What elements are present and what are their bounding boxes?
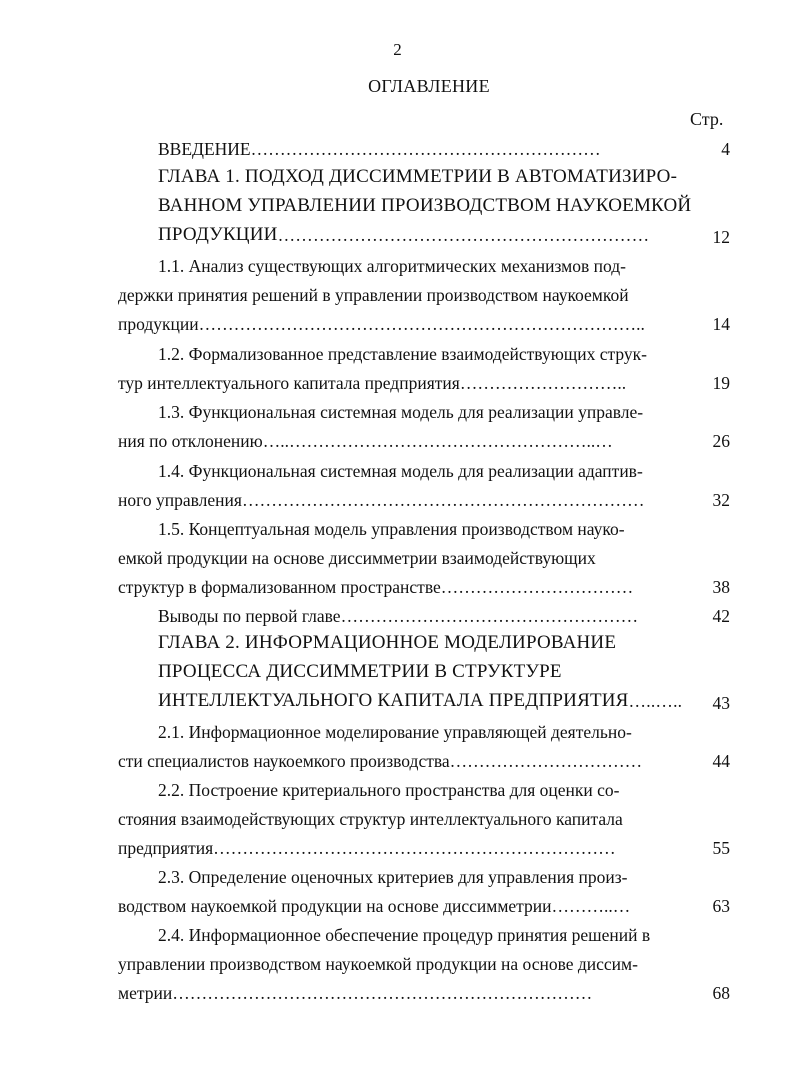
- toc-entry-2-4-line-1[interactable]: 2.4. Информационное обеспечение процедур принятия решений в: [158, 925, 651, 945]
- toc-entry-page: 68: [712, 983, 730, 1003]
- toc-entry-line: водством наукоемкой продукции на основе диссимметрии: [118, 896, 552, 916]
- toc-entry-1-5-line-1[interactable]: 1.5. Концептуальная модель управления производством науко-: [158, 519, 625, 539]
- toc-entry-1-1-line-1[interactable]: 1.1. Анализ существующих алгоритмических механизмов под-: [158, 256, 626, 276]
- toc-entry-line: ния по отклонению: [118, 431, 263, 451]
- dot-leader: …..…..: [628, 691, 683, 711]
- dot-leader: ……………………………………………………………: [241, 490, 645, 510]
- toc-entry-2-4-line-3[interactable]: [118, 982, 662, 1004]
- toc-entry-line: ВВЕДЕНИЕ: [158, 139, 251, 159]
- toc-entry-2-4-line-2[interactable]: управлении производством наукоемкой продукции на основе диссим-: [118, 954, 638, 974]
- toc-entry-page: 19: [712, 373, 730, 393]
- toc-entry-1-1-line-2[interactable]: держки принятия решений в управлении производством наукоемкой: [118, 285, 629, 305]
- toc-entry-page: 63: [712, 896, 730, 916]
- toc-entry-page: 14: [712, 314, 730, 334]
- toc-entry-page: 42: [712, 606, 730, 626]
- dot-leader: ………………………………………………………………: [172, 983, 593, 1003]
- toc-entry-line: продукции: [118, 314, 199, 334]
- dot-leader: ………………………..: [459, 373, 627, 393]
- toc-entry-chapter-2-line-1[interactable]: ГЛАВА 2. ИНФОРМАЦИОННОЕ МОДЕЛИРОВАНИЕ: [158, 632, 617, 653]
- toc-entry-line: ПРОДУКЦИИ: [158, 224, 278, 245]
- dot-leader: ……………………………: [440, 577, 634, 597]
- toc-entry-chapter-1-line-3[interactable]: [158, 224, 678, 246]
- dot-leader: ……………………………………………………………: [213, 838, 616, 858]
- toc-entry-page: 4: [721, 139, 730, 159]
- toc-entry-2-3-line-2[interactable]: [118, 895, 632, 917]
- dot-leader: ……………………………………………: [340, 606, 639, 626]
- toc-title: ОГЛАВЛЕНИЕ: [368, 76, 490, 96]
- toc-entry-1-2-line-1[interactable]: 1.2. Формализованное представление взаимодействующих струк-: [158, 344, 647, 364]
- toc-entry-page: 26: [712, 431, 730, 451]
- toc-entry-1-4-line-1[interactable]: 1.4. Функциональная системная модель для реализации адаптив-: [158, 461, 643, 481]
- toc-entry-1-4-line-2[interactable]: [118, 489, 662, 511]
- toc-entry-line: ИНТЕЛЛЕКТУАЛЬНОГО КАПИТАЛА ПРЕДПРИЯТИЯ: [158, 690, 629, 711]
- toc-entry-page: 43: [712, 693, 730, 713]
- toc-entry-chapter-1-line-1[interactable]: ГЛАВА 1. ПОДХОД ДИССИММЕТРИИ В АВТОМАТИЗИРО-: [158, 166, 678, 187]
- dot-leader: ……………………………: [449, 751, 643, 771]
- toc-entry-line: метрии: [118, 983, 173, 1003]
- toc-entry-2-2-line-3[interactable]: [118, 837, 663, 859]
- toc-entry-line: тур интеллектуального капитала предприятия: [118, 373, 460, 393]
- toc-entry-1-2-line-2[interactable]: [118, 372, 640, 394]
- toc-entry-line: предприятия: [118, 838, 214, 858]
- toc-entry-2-1-line-1[interactable]: 2.1. Информационное моделирование управляющей деятельно-: [158, 722, 632, 742]
- toc-entry-2-2-line-2[interactable]: стояния взаимодействующих структур интеллектуального капитала: [118, 809, 623, 829]
- toc-entry-page: 55: [712, 838, 730, 858]
- toc-entry-page: 12: [712, 227, 730, 247]
- toc-entry-line: Выводы по первой главе: [158, 606, 341, 626]
- toc-entry-1-5-line-2[interactable]: емкой продукции на основе диссимметрии взаимодействующих: [118, 548, 596, 568]
- toc-entry-chapter-1-line-2[interactable]: ВАННОМ УПРАВЛЕНИИ ПРОИЗВОДСТВОМ НАУКОЕМКОЙ: [158, 195, 692, 216]
- page-column-header: Стр.: [690, 109, 724, 129]
- toc-entry-1-3-line-2[interactable]: [118, 430, 663, 452]
- toc-entry-1-3-line-1[interactable]: 1.3. Функциональная системная модель для реализации управле-: [158, 402, 644, 422]
- toc-entry-1-5-line-3[interactable]: [118, 576, 651, 598]
- toc-entry-chapter-2-line-3[interactable]: [158, 690, 685, 712]
- dot-leader: ………………………………………………………: [277, 225, 650, 245]
- dot-leader: ……………………………………………………: [250, 139, 601, 159]
- toc-entry-line: структур в формализованном пространстве: [118, 577, 441, 597]
- toc-entry-line: ного управления: [118, 490, 242, 510]
- toc-entry-conclusions-1[interactable]: [158, 605, 661, 627]
- toc-entry-1-1-line-3[interactable]: [118, 313, 669, 335]
- dot-leader: …..……………………………………………..…: [262, 431, 613, 451]
- toc-entry-page: 38: [712, 577, 730, 597]
- page-number: 2: [393, 40, 402, 59]
- toc-entry-chapter-2-line-2[interactable]: ПРОЦЕССА ДИССИММЕТРИИ В СТРУКТУРЕ: [158, 661, 562, 682]
- dot-leader: ………..…: [551, 896, 631, 916]
- toc-entry-page: 44: [712, 751, 730, 771]
- toc-entry-2-1-line-2[interactable]: [118, 750, 650, 772]
- toc-entry-page: 32: [712, 490, 730, 510]
- toc-entry-2-3-line-1[interactable]: 2.3. Определение оценочных критериев для управления произ-: [158, 867, 628, 887]
- toc-entry-2-2-line-1[interactable]: 2.2. Построение критериального пространства для оценки со-: [158, 780, 620, 800]
- dot-leader: …………………………………………………………………..: [198, 314, 645, 334]
- toc-entry-introduction[interactable]: [158, 138, 671, 160]
- toc-entry-line: сти специалистов наукоемкого производства: [118, 751, 450, 771]
